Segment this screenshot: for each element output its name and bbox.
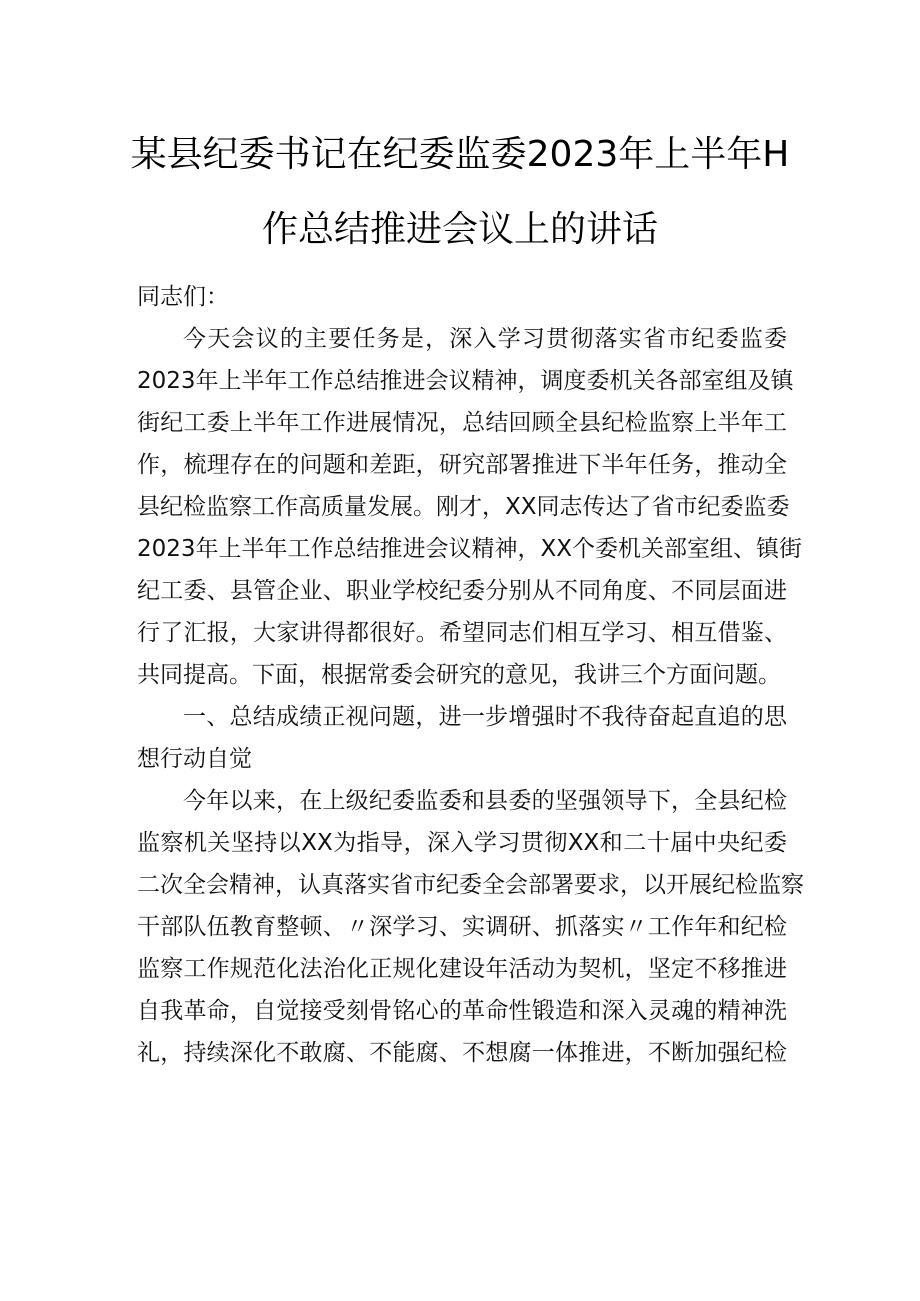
text-line: 自我革命，自觉接受刻骨铭心的革命性锻造和深入灵魂的精神洗 <box>137 998 787 1024</box>
text-line: 监察工作规范化法治化正规化建设年活动为契机，坚定不移推进 <box>137 956 787 982</box>
text-line: 2023年上半年工作总结推进会议精神，XX个委机关部室组、镇街 <box>137 536 803 562</box>
document-title-line-1: 某县纪委书记在纪委监委2023年上半年H <box>130 134 790 175</box>
text-line: 今年以来，在上级纪委监委和县委的坚强领导下，全县纪检 <box>183 788 787 814</box>
text-line: 干部队伍教育整顿、〃深学习、实调研、抓落实〃工作年和纪检 <box>137 914 787 940</box>
text-line: 街纪工委上半年工作进展情况，总结回顾全县纪检监察上半年工 <box>137 410 787 436</box>
text-line: 共同提高。下面，根据常委会研究的意见，我讲三个方面问题。 <box>137 662 781 688</box>
body-lines <box>137 318 804 1074</box>
text-line: 行了汇报，大家讲得都很好。希望同志们相互学习、相互借鉴、 <box>137 620 787 646</box>
text-line: 纪工委、县管企业、职业学校纪委分别从不同角度、不同层面进 <box>137 578 787 604</box>
text-line: 想行动自觉 <box>137 746 252 772</box>
text-line: 今天会议的主要任务是，深入学习贯彻落实省市纪委监委 <box>183 326 787 352</box>
text-line: 作，梳理存在的问题和差距，研究部署推进下半年任务，推动全 <box>137 452 787 478</box>
document-title-line-2: 作总结推进会议上的讲话 <box>261 209 658 250</box>
text-line: 监察机关坚持以XX为指导，深入学习贯彻XX和二十届中央纪委 <box>137 830 787 856</box>
text-line: 2023年上半年工作总结推进会议精神，调度委机关各部室组及镇 <box>137 368 794 394</box>
text-line: 一、总结成绩正视问题，进一步增强时不我待奋起直追的思 <box>183 704 787 730</box>
text-line: 二次全会精神，认真落实省市纪委全会部署要求，以开展纪检监察 <box>137 872 804 898</box>
text-line: 礼，持续深化不敢腐、不能腐、不想腐一体推进，不断加强纪检 <box>137 1040 787 1066</box>
salutation: 同志们： <box>137 284 229 310</box>
text-line: 县纪检监察工作高质量发展。刚才，XX同志传达了省市纪委监委 <box>137 494 790 520</box>
document-body <box>137 276 804 1074</box>
